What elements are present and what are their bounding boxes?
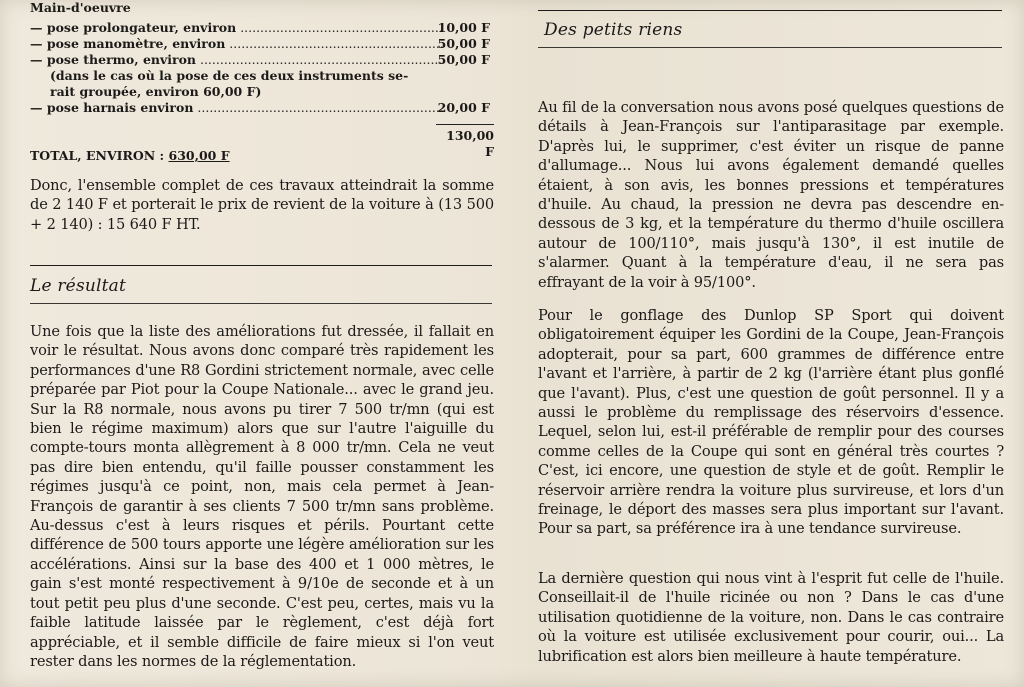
subtotal-amount: 130,00 F xyxy=(446,128,494,159)
invoice-line-label: — pose prolongateur, environ ..... xyxy=(30,20,442,36)
invoice-line-label: — pose manomètre, environ ..... xyxy=(30,36,442,52)
total-amount: 630,00 F xyxy=(168,148,230,163)
section-title-resultat: Le résultat xyxy=(30,276,127,296)
invoice-line xyxy=(30,36,490,52)
total-line xyxy=(30,148,230,164)
invoice-line-amount: 10,00 F xyxy=(437,20,490,35)
section-rule-top xyxy=(30,265,492,266)
result-paragraph: Une fois que la liste des améliorations fut dressée, il fallait en voir le résultat. Nous avons donc comparé très rapidement les performances d'une R8 Gordini strictement normale, avec celle préparée par Piot pour la Coupe Nationale... avec le grand jeu. Sur la R8 normale, nous avons pu tirer 7 500 tr/mn (qui est bien le régime maximum) alors que sur l'autre l'aiguille du compte-tours monta allègrement à 8 000 tr/mn. Cela ne veut pas dire bien entendu, qu'il faille pousser constamment les régimes jusqu'à ce point, non, mais cela permet à Jean-François de garantir à ses clients 7 500 tr/mn sans problème. Au-dessus c'est à leurs risques et périls. Pourtant cette différence de 500 tours apporte une légère amélioration sur les accélérations. Ainsi sur la base des 400 et 1 000 mètres, le gain s'est monté respectivement à 9/10e de seconde et à un tout petit peu plus d'une seconde. C'est peu, certes, mais vu la faible latitude laissée par le règlement, c'est déjà fort appréciable, et il semble difficile de faire mieux si l'on veut rester dans les normes de la réglementation. xyxy=(30,323,494,670)
invoice-line-amount: 50,00 F xyxy=(437,52,490,67)
section-rule-bottom xyxy=(30,303,492,304)
invoice-note-line-1: (dans le cas où la pose de ces deux instruments se- xyxy=(50,68,409,83)
invoice-line-amount: 50,00 F xyxy=(437,36,490,51)
section-rule-top xyxy=(538,10,1002,11)
cost-summary-paragraph: Donc, l'ensemble complet de ces travaux atteindrait la somme de 2 140 F et porterait le prix de revient de la voiture à (13 500 + 2 140) : 15 640 F HT. xyxy=(30,177,494,233)
labour-heading: Main-d'oeuvre xyxy=(30,0,131,15)
section-title-petits-riens: Des petits riens xyxy=(544,20,683,40)
invoice-line xyxy=(30,52,490,68)
invoice-line-label: — pose harnais environ ..... xyxy=(30,100,442,116)
subtotal-rule xyxy=(436,124,494,125)
invoice-note-line-2: rait groupée, environ 60,00 F) xyxy=(50,84,262,99)
paragraph-oil: La dernière question qui nous vint à l'esprit fut celle de l'huile. Conseillait-il de l'huile ricinée ou non ? Dans le cas d'une utilisation quotidienne de la voiture, non. Dans le cas contraire où la voiture est utilisée exclusivement pour courir, oui... La lubrification est alors bien meilleure à haute température. xyxy=(538,570,1004,665)
invoice-line-label: — pose thermo, environ ..... xyxy=(30,52,442,68)
invoice-line xyxy=(30,20,490,36)
paragraph-tyres-fuel: Pour le gonflage des Dunlop SP Sport qui doivent obligatoirement équiper les Gordini de la Coupe, Jean-François adopterait, pour sa part, 600 grammes de différence entre l'avant et l'arrière, à partir de 2 kg (l'arrière étant plus gonflé que l'avant). Plus, c'est une question de goût personnel. Il y a aussi le problème du remplissage des réservoirs d'essence. Lequel, selon lui, est-il préférable de remplir pour des courses comme celles de la Coupe qui sont en général très courtes ? C'est, ici encore, une question de style et de goût. Remplir le réservoir arrière rendra la voiture plus survireuse, et lors d'un freinage, le déport des masses sera plus important sur l'avant. Pour sa part, sa préférence ira à une tendance survireuse. xyxy=(538,307,1004,538)
section-rule-bottom xyxy=(538,47,1002,48)
invoice-line-amount: 20,00 F xyxy=(437,100,490,115)
total-label: TOTAL, ENVIRON : xyxy=(30,148,165,163)
invoice-line xyxy=(30,100,490,116)
paragraph-pressures: Au fil de la conversation nous avons posé quelques questions de détails à Jean-François sur l'antiparasitage par exemple. D'après lui, le supprimer, c'est éviter un risque de panne d'allumage... Nous lui avons également demandé quelles étaient, à son avis, les bonnes pressions et températures d'huile. Au chaud, la pression ne devra pas descendre en-dessous de 3 kg, et la température du thermo d'huile oscillera autour de 100/110°, mais jusqu'à 130°, il est inutile de s'alarmer. Quant à la température d'eau, il ne sera pas effrayant de la voir à 95/100°. xyxy=(538,99,1004,291)
